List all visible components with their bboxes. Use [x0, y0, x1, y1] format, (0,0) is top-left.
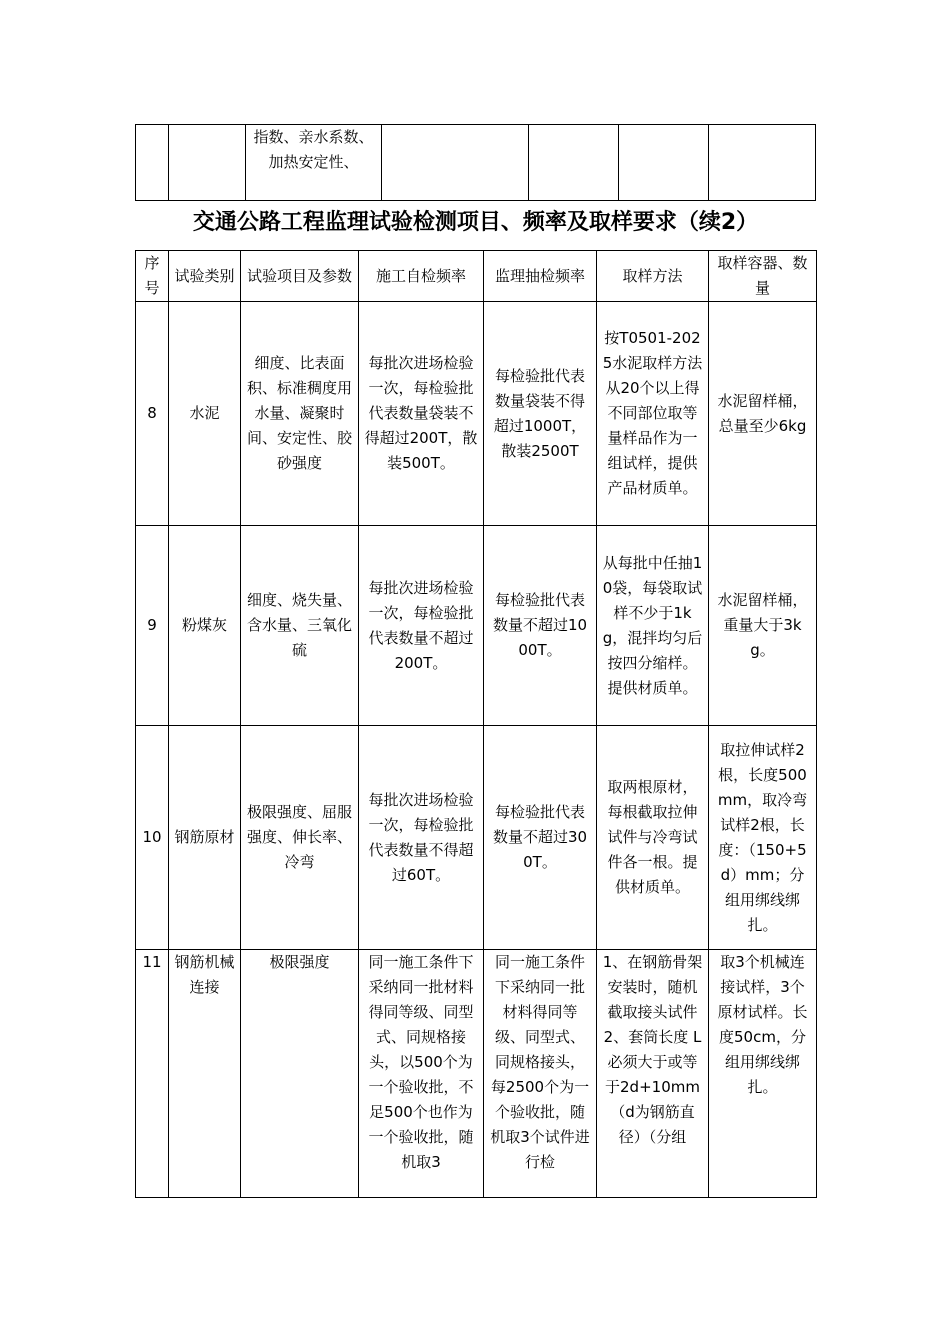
- test-category: 水泥: [169, 302, 241, 526]
- self-check-frequency: 同一施工条件下采纳同一批材料得同等级、同型式、同规格接头，以500个为一个验收批，不足500个也作为一个验收批，随机取3: [359, 950, 484, 1198]
- table-header-row: [136, 251, 817, 302]
- test-category: 钢筋机械连接: [169, 950, 241, 1198]
- row-number: 11: [136, 950, 169, 1198]
- table-cell: 指数、亲水系数、加热安定性、: [246, 125, 382, 201]
- sampling-method: 从每批中任抽10袋，每袋取试样不少于1kg，混拌均匀后按四分缩样。提供材质单。: [597, 526, 709, 726]
- test-category: 粉煤灰: [169, 526, 241, 726]
- supervision-frequency: 每检验批代表数量不超过300T。: [484, 726, 597, 950]
- table-cell: [382, 125, 529, 201]
- table-cell: [709, 125, 816, 201]
- test-requirements-table: [135, 250, 817, 1198]
- table-row: [136, 125, 816, 201]
- header-cell: 取样容器、数量: [709, 251, 817, 302]
- self-check-frequency: 每批次进场检验一次，每检验批代表数量袋装不得超过200T，散装500T。: [359, 302, 484, 526]
- sample-container: 取拉伸试样2根，长度500mm，取冷弯试样2根，长度：（150+5d）mm；分组用绑线绑扎。: [709, 726, 817, 950]
- continued-table-fragment: [135, 124, 816, 201]
- sampling-method: 按T0501-2025水泥取样方法从20个以上得不同部位取等量样品作为一组试样，提供产品材质单。: [597, 302, 709, 526]
- sample-container: 水泥留样桶，总量至少6kg: [709, 302, 817, 526]
- table-row: [136, 950, 817, 1198]
- table-cell: [619, 125, 709, 201]
- test-params: 细度、比表面积、标准稠度用水量、凝聚时间、安定性、胶砂强度: [241, 302, 359, 526]
- page-title: 交通公路工程监理试验检测项目、频率及取样要求（续2）: [192, 210, 759, 235]
- table-row: [136, 726, 817, 950]
- test-category: 钢筋原材: [169, 726, 241, 950]
- sample-container: 取3个机械连接试样，3个原材试样。长度50cm，分组用绑线绑扎。: [709, 950, 817, 1198]
- test-params: 极限强度、屈服强度、伸长率、冷弯: [241, 726, 359, 950]
- table-row: [136, 302, 817, 526]
- sampling-method: 取两根原材，每根截取拉伸试件与冷弯试件各一根。提供材质单。: [597, 726, 709, 950]
- sample-container: 水泥留样桶，重量大于3kg。: [709, 526, 817, 726]
- row-number: 8: [136, 302, 169, 526]
- sampling-method: 1、在钢筋骨架安装时，随机截取接头试件2、套筒长度 L必须大于或等于2d+10mm（d为钢筋直径）（分组: [597, 950, 709, 1198]
- test-params: 细度、烧失量、含水量、三氧化硫: [241, 526, 359, 726]
- header-cell: 监理抽检频率: [484, 251, 597, 302]
- table-cell: [169, 125, 246, 201]
- header-cell: 试验项目及参数: [241, 251, 359, 302]
- self-check-frequency: 每批次进场检验一次，每检验批代表数量不得超过60T。: [359, 726, 484, 950]
- test-params: 极限强度: [241, 950, 359, 1198]
- header-cell: 试验类别: [169, 251, 241, 302]
- row-number: 10: [136, 726, 169, 950]
- header-cell: 取样方法: [597, 251, 709, 302]
- self-check-frequency: 每批次进场检验一次，每检验批代表数量不超过200T。: [359, 526, 484, 726]
- table-cell: [529, 125, 619, 201]
- table-row: [136, 526, 817, 726]
- table-cell: [136, 125, 169, 201]
- header-cell: 施工自检频率: [359, 251, 484, 302]
- supervision-frequency: 每检验批代表数量袋装不得超过1000T，散装2500T: [484, 302, 597, 526]
- row-number: 9: [136, 526, 169, 726]
- supervision-frequency: 每检验批代表数量不超过1000T。: [484, 526, 597, 726]
- supervision-frequency: 同一施工条件下采纳同一批材料得同等级、同型式、同规格接头，每2500个为一个验收批，随机取3个试件进行检: [484, 950, 597, 1198]
- header-cell: 序号: [136, 251, 169, 302]
